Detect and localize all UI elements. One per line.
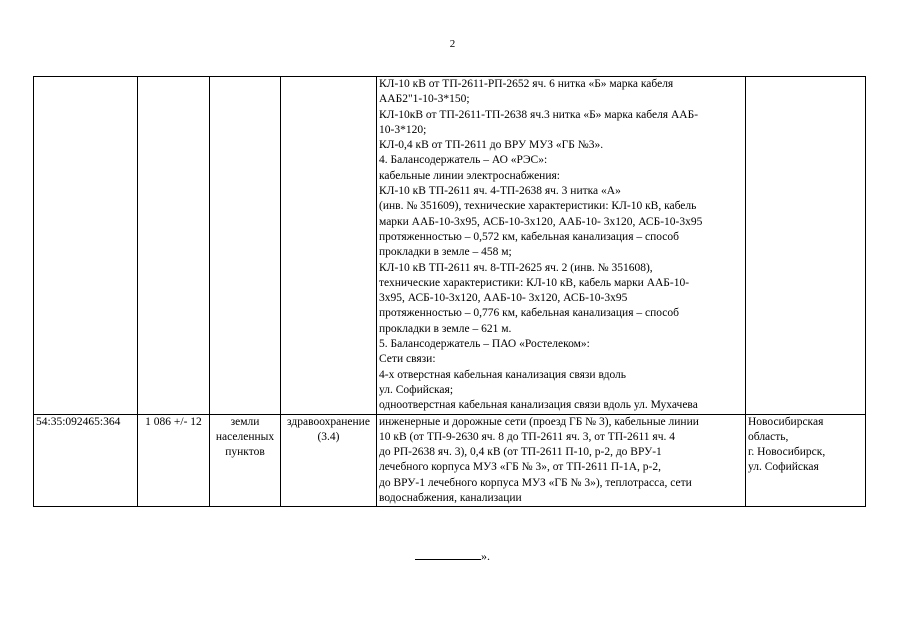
cadastral-number-cell: 54:35:092465:364 [34,414,138,507]
location-cell [746,414,866,507]
description-line: прокладки в земле – 621 м. [379,322,512,335]
description-line: технические характеристики: КЛ-10 кВ, кабель марки ААБ-10- [379,276,690,289]
description-line: протяженностью – 0,572 км, кабельная канализация – способ [379,230,679,243]
description-line: Сети связи: [379,353,436,366]
permitted-use-cell [281,414,377,507]
blank-underline [415,548,481,560]
category-line: пунктов [225,446,265,459]
permitted-use-line: здравоохранение [287,415,370,428]
description-line: одноотверстная кабельная канализация связи вдоль ул. Мухачева [379,399,698,412]
permitted-use-cell [281,77,377,415]
description-line: (инв. № 351609), технические характеристики: КЛ-10 кВ, кабель [379,200,697,213]
description-line: КЛ-0,4 кВ от ТП-2611 до ВРУ МУЗ «ГБ №3». [379,139,604,152]
description-line: инженерные и дорожные сети (проезд ГБ № 3), кабельные линии [379,415,699,428]
description-line: КЛ-10 кВ ТП-2611 яч. 8-ТП-2625 яч. 2 (инв. № 351608), [379,261,653,274]
cadastral-number-cell [34,77,138,415]
location-line: Новосибирская [748,415,824,428]
location-cell [746,77,866,415]
description-line: ААБ2"1-10-3*150; [379,93,470,106]
description-line: КЛ-10 кВ ТП-2611 яч. 4-ТП-2638 яч. 3 нитка «А» [379,185,621,198]
location-line: г. Новосибирск, [748,446,826,459]
page-number: 2 [449,38,456,50]
table-row [34,77,866,415]
description-line: 4-х отверстная кабельная канализация связи вдоль [379,368,627,381]
permitted-use-line: (3.4) [317,430,340,443]
description-cell [377,77,746,415]
table-row [34,414,866,507]
location-line: ул. Софийская [748,461,819,474]
description-line: до РП-2638 яч. 3), 0,4 кВ (от ТП-2611 П-10, р-2, до ВРУ-1 [379,446,662,459]
description-line: до ВРУ-1 лечебного корпуса МУЗ «ГБ № 3»), теплотрасса, сети [379,476,692,489]
land-plots-table [33,76,866,507]
description-line: 10 кВ (от ТП-9-2630 яч. 8 до ТП-2611 яч. 3, от ТП-2611 яч. 4 [379,430,675,443]
closing-quote: ». [481,549,490,563]
closing-line [0,548,905,563]
description-line: 5. Балансодержатель – ПАО «Ростелеком»: [379,338,590,351]
location-line: область, [748,430,789,443]
description-line: КЛ-10кВ от ТП-2611-ТП-2638 яч.3 нитка «Б» марка кабеля ААБ- [379,108,699,121]
description-cell [377,414,746,507]
description-line: водоснабжения, канализации [379,492,522,505]
description-line: 4. Балансодержатель – АО «РЭС»: [379,154,548,167]
description-line: прокладки в земле – 458 м; [379,246,512,259]
description-line: кабельные линии электроснабжения: [379,169,560,182]
category-line: населенных [215,430,275,443]
description-line: протяженностью – 0,776 км, кабельная канализация – способ [379,307,679,320]
area-cell [138,77,210,415]
description-line: ул. Софийская; [379,383,454,396]
description-line: КЛ-10 кВ от ТП-2611-РП-2652 яч. 6 нитка «Б» марка кабеля [379,78,674,90]
area-cell: 1 086 +/- 12 [138,414,210,507]
description-line: 3х95, АСБ-10-3х120, ААБ-10- 3х120, АСБ-10-3х95 [379,292,628,305]
category-cell [210,77,281,415]
category-cell [210,414,281,507]
description-line: марки ААБ-10-3х95, АСБ-10-3х120, ААБ-10- 3х120, АСБ-10-3х95 [379,215,703,228]
category-line: земли [230,415,260,428]
description-line: 10-3*120; [379,123,427,136]
description-line: лечебного корпуса МУЗ «ГБ № 3», от ТП-2611 П-1А, р-2, [379,461,661,474]
